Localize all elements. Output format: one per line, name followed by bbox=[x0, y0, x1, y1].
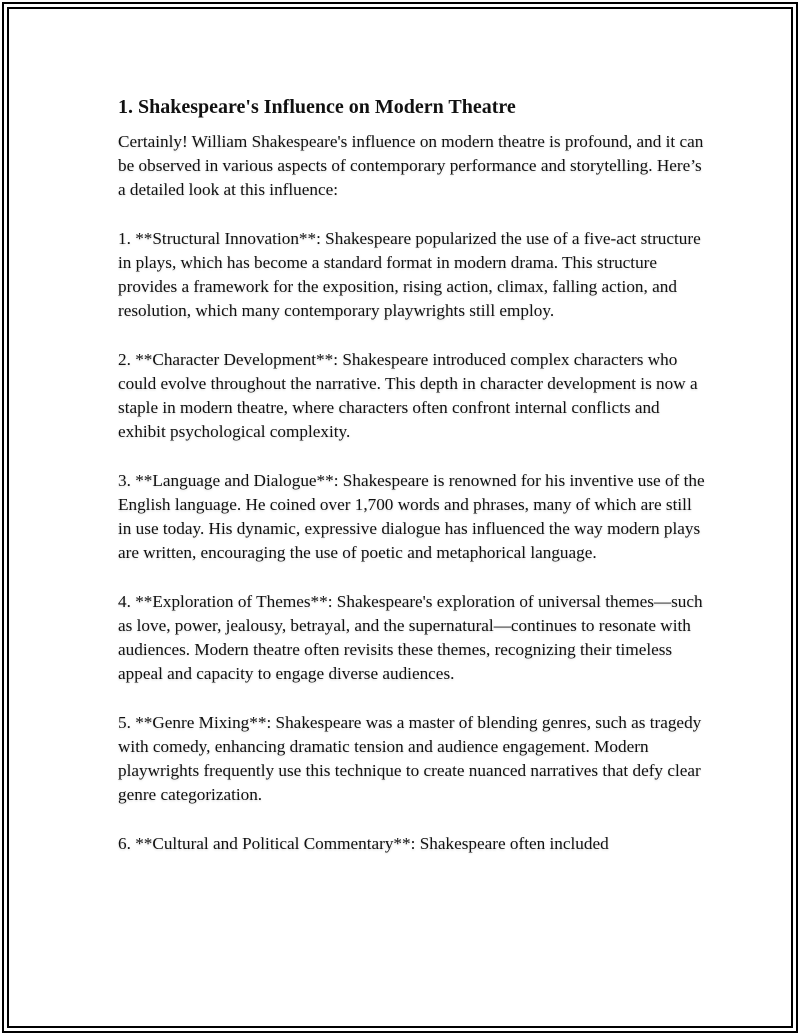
paragraph-cultural-political-commentary: 6. **Cultural and Political Commentary**: Shakespeare often included bbox=[118, 833, 609, 853]
paragraph-character-development: 2. **Character Development**: Shakespeare introduced complex characters who could evolve throughout the narrative. This depth in character development is now a staple in modern theatre, where characters often confront internal conflicts and exhibit psychological complexity. bbox=[118, 349, 698, 442]
document-body bbox=[118, 95, 708, 856]
intro-paragraph: Certainly! William Shakespeare's influence on modern theatre is profound, and it can be observed in various aspects of contemporary performance and storytelling. Here’s a detailed look at this influence: bbox=[118, 132, 704, 200]
paragraph-language-and-dialogue: 3. **Language and Dialogue**: Shakespeare is renowned for his inventive use of the English language. He coined over 1,700 words and phrases, many of which are still in use today. His dynamic, expressive dialogue has influenced the way modern plays are written, encouraging the use of poetic and metaphorical language. bbox=[118, 470, 705, 563]
paragraph-exploration-of-themes: 4. **Exploration of Themes**: Shakespeare's exploration of universal themes—such as love, power, jealousy, betrayal, and the supernatural—continues to resonate with audiences. Modern theatre often revisits these themes, recognizing their timeless appeal and capacity to engage diverse audiences. bbox=[118, 591, 703, 684]
paragraph-structural-innovation: 1. **Structural Innovation**: Shakespeare popularized the use of a five-act structure in plays, which has become a standard format in modern drama. This structure provides a framework for the exposition, rising action, climax, falling action, and resolution, which many contemporary playwrights still employ. bbox=[118, 228, 701, 321]
document-title: 1. Shakespeare's Influence on Modern Theatre bbox=[118, 96, 516, 118]
paragraph-genre-mixing: 5. **Genre Mixing**: Shakespeare was a master of blending genres, such as tragedy with comedy, enhancing dramatic tension and audience engagement. Modern playwrights frequently use this technique to create nuanced narratives that defy clear genre categorization. bbox=[118, 712, 702, 805]
